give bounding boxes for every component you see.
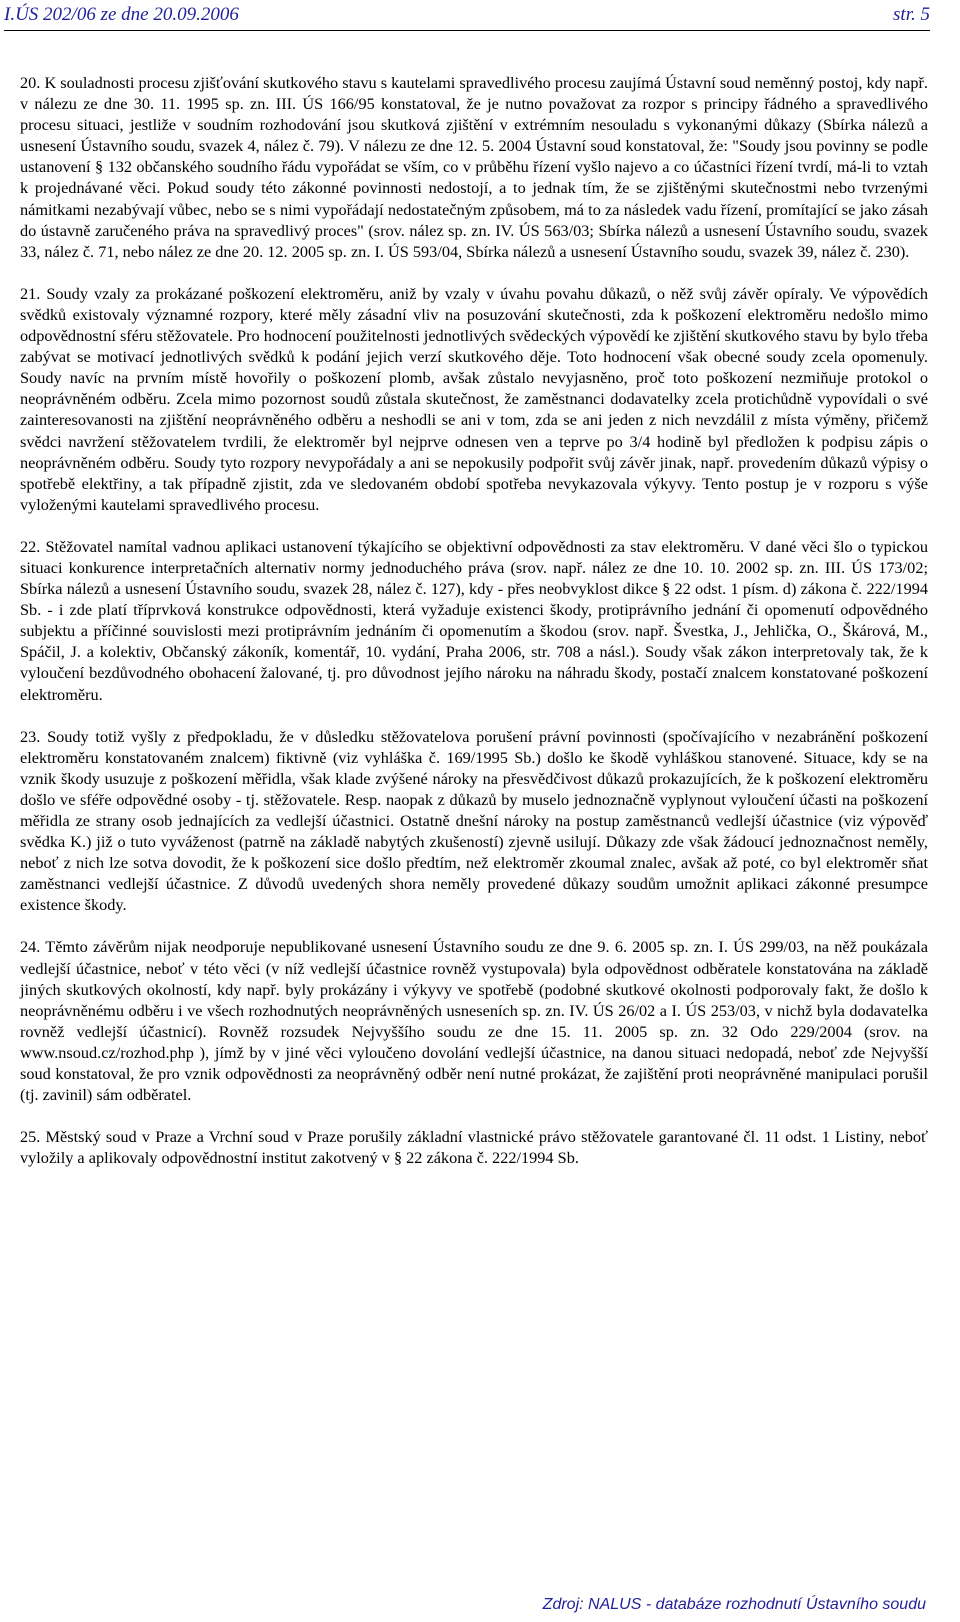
paragraph-22: 22. Stěžovatel namítal vadnou aplikaci ustanovení týkajícího se objektivní odpovědnosti za stav elektroměru. V dané věci šlo o typickou situaci konkurence interpretačních alternativ normy jednoduchého práva (srov. např. nález ze dne 10. 10. 2002 sp. zn. III. ÚS 173/02; Sbírka nálezů a usnesení Ústavního soudu, svazek 28, nález č. 127), kdy - přes neobvyklost dikce § 22 odst. 1 písm. d) zákona č. 222/1994 Sb. - i zde platí tříprvková konstrukce odpovědnosti, která vyžaduje existenci škody, protiprávního jednání či opomenutí odpovědného subjektu a příčinné souvislosti mezi protiprávním jednáním či opomenutím a škodou (srov. např. Švestka, J., Jehlička, O., Škárová, M., Spáčil, J. a kolektiv, Občanský zákoník, komentář, 10. vydání, Praha 2006, str. 708 a násl.). Soudy však zákon interpretovaly tak, že k vyloučení bezdůvodného obohacení žalované, tj. pro důvodnost jejího nároku na náhradu škody, postačí znalcem konstatované poškození elektroměru. bbox=[20, 536, 928, 704]
paragraph-25: 25. Městský soud v Praze a Vrchní soud v Praze porušily základní vlastnické právo stěžovatele garantované čl. 11 odst. 1 Listiny, neboť vyložily a aplikovaly odpovědnostní institut zakotvený v § 22 zákona č. 222/1994 Sb. bbox=[20, 1127, 928, 1168]
paragraph-21: 21. Soudy vzaly za prokázané poškození elektroměru, aniž by vzaly v úvahu povahu důkazů, o něž svůj závěr opíraly. Ve výpovědích svědků existovaly významné rozpory, které měly zásadní vliv na posuzování skutečnosti, zda k poškození elektroměru nedošlo mimo odpovědnostní sféru stěžovatele. Pro hodnocení použitelnosti jednotlivých svědeckých výpovědí ke zjištění skutkového stavu by bylo třeba zabývat se motivací jednotlivých svědků k podání jejich verzí skutkového děje. Toto hodnocení však obecné soudy zcela opomenuly. Soudy navíc na prvním místě hovořily o poškození plomb, avšak zůstalo nevyjasněno, proč toto poškození nezmiňuje protokol o neoprávněném odběru. Zcela mimo pozornost soudů zůstala skutečnost, že zaměstnanci dodavatelky zcela protichůdně vypovídali o své zainteresovanosti na zjištění neoprávněného odběru a neshodli se ani v tom, zda se ani jeden z nich nevzdálil z místa výměny, přičemž svědci navržení stěžovatelem tvrdili, že elektroměr byl nejprve odnesen ven a teprve po 3/4 hodině byl předložen k podpisu zápis o neoprávněném odběru. Soudy tyto rozpory nevypořádaly a ani se nepokusily podpořit svůj závěr jinak, např. provedením důkazů výpisy o spotřebě elektřiny, a tak případně zjistit, zda ve sledovaném období spotřeba nevykazovala výkyvy. Tento postup je v rozporu s výše vyloženými kautelami spravedlivého procesu. bbox=[20, 283, 928, 514]
page-header bbox=[4, 4, 930, 31]
paragraph-23: 23. Soudy totiž vyšly z předpokladu, že v důsledku stěžovatelova porušení právní povinnosti (spočívajícího v nezabránění poškození elektroměru konstatovaném znalcem) fiktivně (viz vyhláška č. 169/1995 Sb.) došlo ke škodě vyhláškou stanovené. Situace, kdy se na vznik škody usuzuje z poškození měřidla, však klade zvýšené nároky na přesvědčivost důkazů prokazujících, že k poškození elektroměru došlo ve sféře odpovědné osoby - tj. stěžovatele. Resp. naopak z důkazů by muselo jednoznačně vyplynout vyloučení účasti na poškození měřidla ze strany osob jednajících za vedlejší účastnici. Ostatně dnešní nároky na postup zaměstnanců vedlejší účastnice (viz výpověď svědka K.) již o tuto vyváženost (patrně na základě nabytých zkušeností) zjevně usilují. Důkazy zde však žádoucí jednoznačnost neměly, neboť z nich lze sotva dovodit, že k poškození sice došlo předtím, než elektroměr zkoumal znalec, avšak až poté, co byl elektroměr sňat zaměstnanci vedlejší účastnice. Z důvodů uvedených shora neměly provedené důkazy soudům umožnit aplikaci zákonné presumpce existence škody. bbox=[20, 726, 928, 915]
paragraph-20: 20. K souladnosti procesu zjišťování skutkového stavu s kautelami spravedlivého procesu zaujímá Ústavní soud neměnný postoj, kdy např. v nálezu ze dne 30. 11. 1995 sp. zn. III. ÚS 166/95 konstatoval, že je nutno považovat za rozpor s principy řádného a spravedlivého procesu situaci, jestliže v soudním rozhodování jsou skutková zjištění v extrémním nesouladu s vykonanými důkazy (Sbírka nálezů a usnesení Ústavního soudu, svazek 4, nález č. 79). V nálezu ze dne 12. 5. 2004 Ústavní soud konstatoval, že: "Soudy jsou povinny se podle ustanovení § 132 občanského soudního řádu vypořádat se vším, co v průběhu řízení vyšlo najevo a co účastníci řízení tvrdí, má-li to vztah k projednávané věci. Pokud soudy této zákonné povinnosti nedostojí, a to jednak tím, že se zjištěnými skutečnostmi nebo tvrzenými námitkami nezabývají vůbec, nebo se s nimi vypořádají nedostatečným způsobem, má to za následek vadu řízení, promítající se jako zásah do ústavně zaručeného práva na spravedlivý proces" (srov. nález sp. zn. IV. ÚS 563/03; Sbírka nálezů a usnesení Ústavního soudu, svazek 33, nález č. 71, nebo nález ze dne 20. 12. 2005 sp. zn. I. ÚS 593/04, Sbírka nálezů a usnesení Ústavního soudu, svazek 39, nález č. 230). bbox=[20, 73, 928, 261]
paragraph-24: 24. Těmto závěrům nijak neodporuje nepublikované usnesení Ústavního soudu ze dne 9. 6. 2005 sp. zn. I. ÚS 299/03, na něž poukázala vedlejší účastnice, neboť v této věci (v níž vedlejší účastnice rovněž vystupovala) byla odpovědnost odběratele konstatována na základě jiných skutkových okolností, kdy např. byly prokázány i výkyvy ve spotřebě (podobné skutkové okolnosti podporovaly fakt, že došlo k neoprávněnému odběru i ve všech rozhodnutých neoprávněných usneseních sp. zn. IV. ÚS 26/02 a I. ÚS 253/03, v nichž byla dodavatelka rovněž vedlejší účastnicí). Rovněž rozsudek Nejvyššího soudu ze dne 15. 11. 2005 sp. zn. 32 Odo 229/2004 (srov. na www.nsoud.cz/rozhod.php ), jímž by v jiné věci vyloučeno dovolání vedlejší účastnice, na danou situaci nedopadá, neboť zde Nejvyšší soud konstatoval, že pro vznik odpovědnosti za neoprávněný odběr není nutné prokázat, že zajištění proti neoprávněné manipulaci porušil (tj. zavinil) sám odběratel. bbox=[20, 937, 928, 1105]
page-footer-source: Zdroj: NALUS - databáze rozhodnutí Ústavního soudu bbox=[542, 1596, 926, 1613]
page-number: str. 5 bbox=[893, 4, 930, 25]
document-body bbox=[20, 72, 928, 1189]
case-reference: I.ÚS 202/06 ze dne 20.09.2006 bbox=[4, 4, 239, 25]
